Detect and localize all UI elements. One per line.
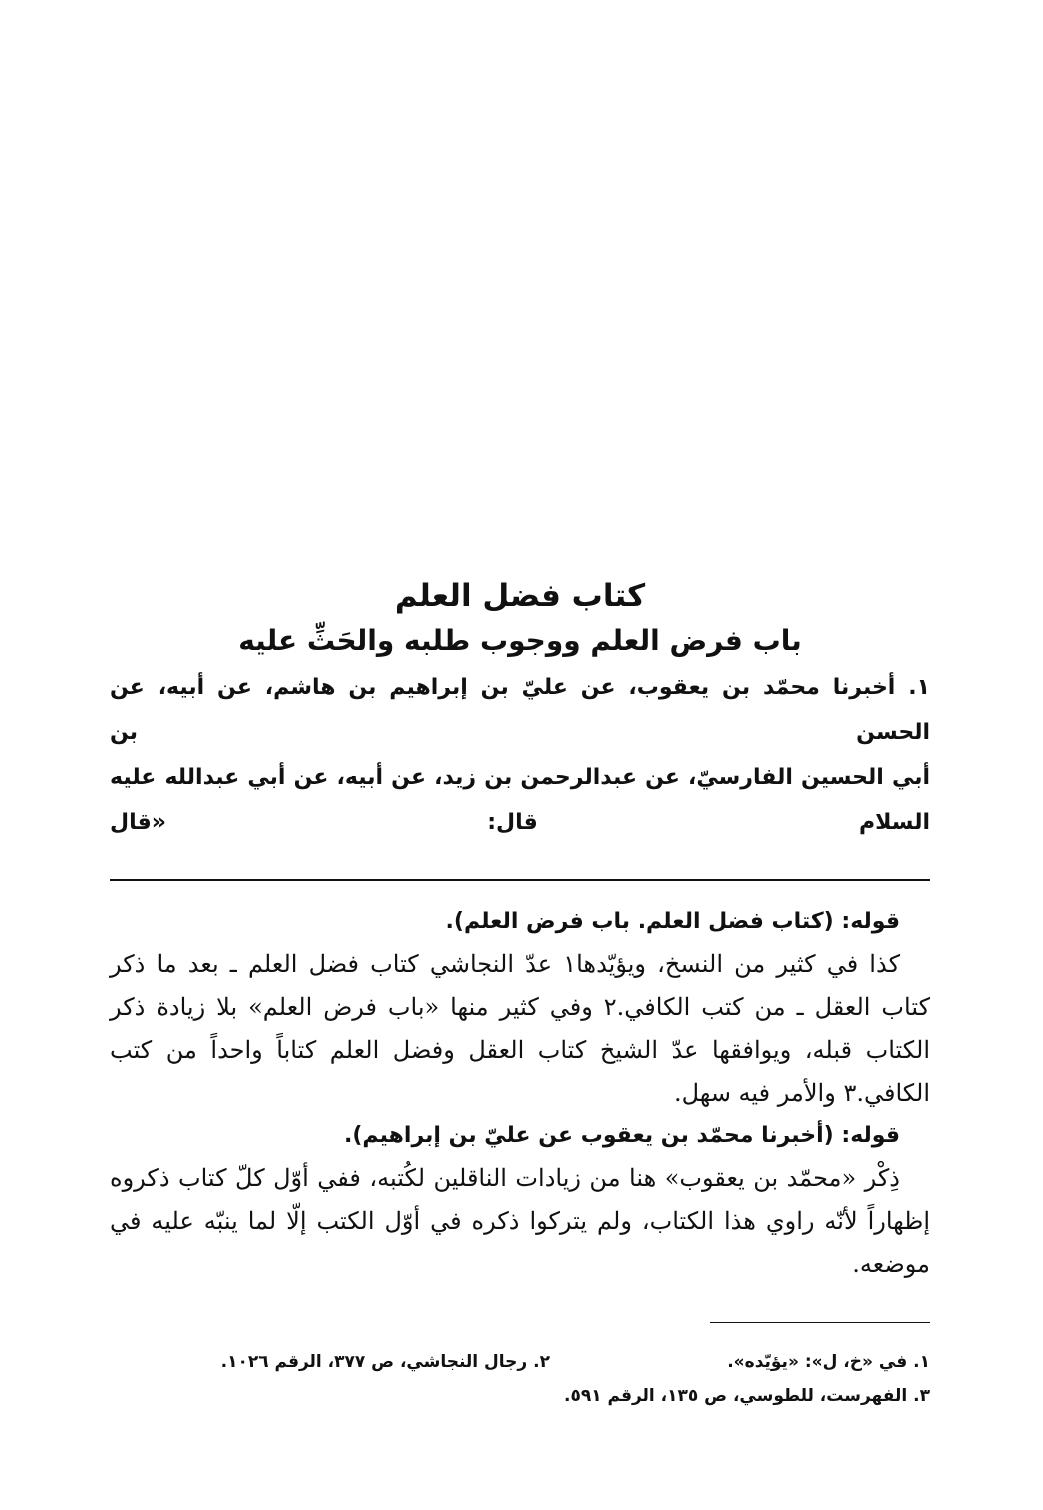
chapter-title: باب فرض العلم ووجوب طلبه والحَثِّ عليه	[238, 624, 802, 657]
book-title: كتاب فضل العلم	[394, 578, 646, 614]
commentary-paragraph-1	[110, 943, 930, 1115]
commentary-paragraph-1-text: كذا في كثير من النسخ، ويؤيّدها١ عدّ النجاشي كتاب فضل العلم ـ بعد ما ذكر كتاب العقل ـ من كتب الكافي.٢ وفي كثير منها «باب فرض العلم» بلا زيادة ذكر الكتاب قبله، ويوافقها عدّ الشيخ كتاب العقل وفضل العلم كتاباً واحداً من كتب الكافي.٣ والأمر فيه سهل.	[110, 950, 930, 1107]
footnote-2: ٢. رجال النجاشي، ص ٣٧٧، الرقم ١٠٢٦.	[220, 1352, 550, 1372]
hadith-text	[110, 665, 930, 845]
footnotes	[110, 1352, 930, 1420]
page-content	[110, 570, 930, 1286]
section-divider	[110, 879, 930, 881]
commentary-heading-1: قوله: (كتاب فضل العلم. باب فرض العلم).	[445, 909, 900, 934]
footnote-1: ١. في «خ، ل»: «يؤيّده».	[727, 1352, 930, 1372]
hadith-line-2: أبي الحسين الفارسيّ، عن عبدالرحمن بن زيد، عن أبيه، عن أبي عبدالله عليه السلام قال: «قال	[110, 765, 930, 835]
commentary-paragraph-2	[110, 1157, 930, 1286]
commentary-paragraph-2-text: ذِكْر «محمّد بن يعقوب» هنا من زيادات الناقلين لكُتبه، ففي أوّل كلّ كتاب ذكروه إظهاراً لأنّه راوي هذا الكتاب، ولم يتركوا ذكره في أوّل الكتب إلّا لما ينبّه عليه في موضعه.	[110, 1164, 930, 1278]
footnote-row-1	[110, 1352, 930, 1372]
footnote-3: ٣. الفهرست، للطوسي، ص ١٣٥، الرقم ٥٩١.	[563, 1386, 930, 1406]
footnote-divider	[710, 1322, 930, 1323]
hadith-line-1: ١. أخبرنا محمّد بن يعقوب، عن عليّ بن إبراهيم بن هاشم، عن أبيه، عن الحسن بن	[110, 675, 930, 745]
commentary-heading-2: قوله: (أخبرنا محمّد بن يعقوب عن عليّ بن إبراهيم).	[344, 1123, 900, 1148]
footnote-row-2	[110, 1386, 930, 1406]
